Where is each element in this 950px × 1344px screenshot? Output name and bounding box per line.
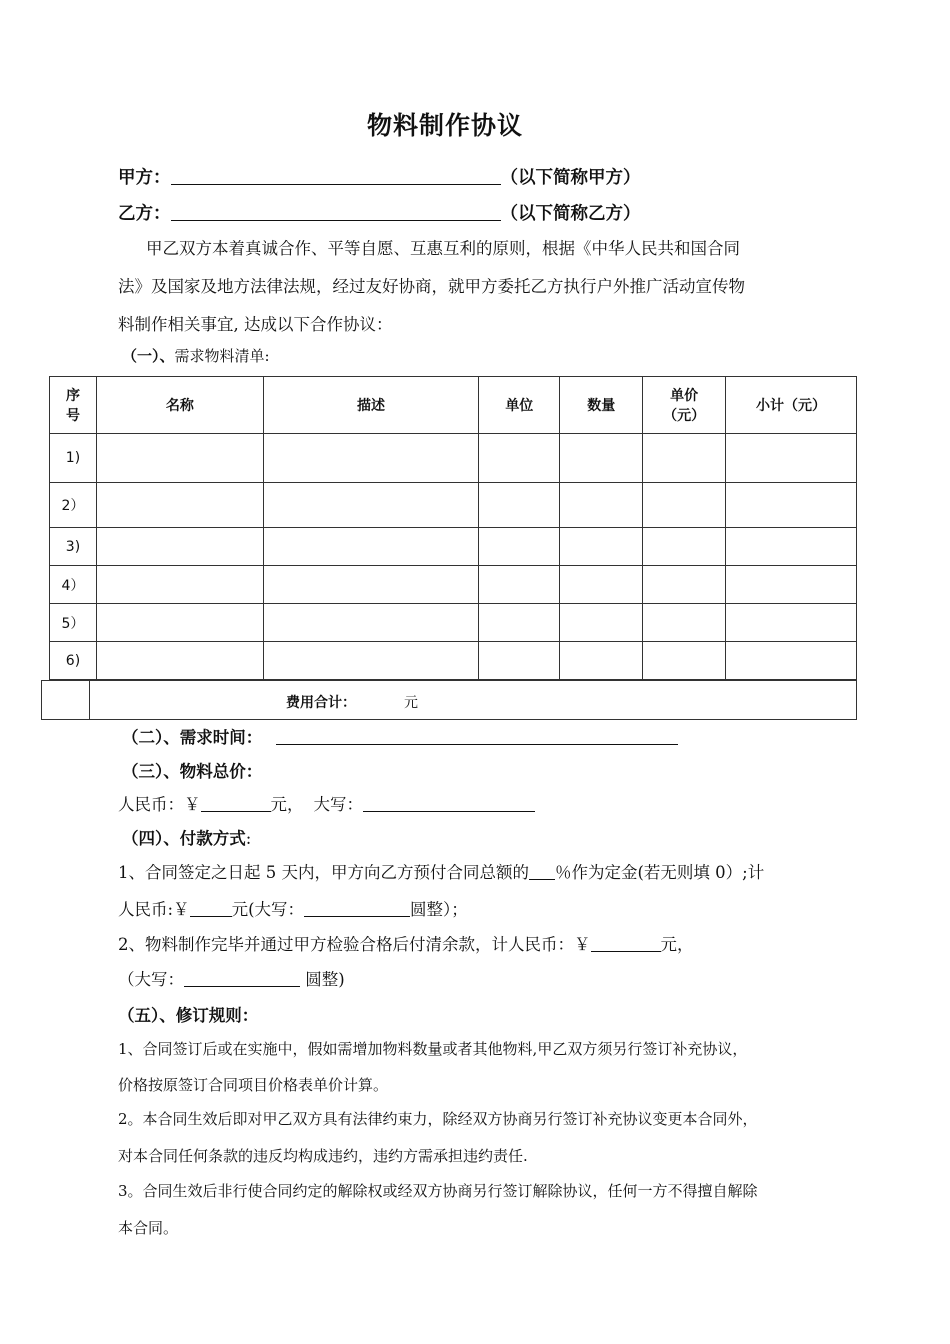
header-seq: 序 号 bbox=[50, 377, 97, 434]
table-total-row bbox=[41, 680, 857, 720]
payment-2-text-a: 2、物料制作完毕并通过甲方检验合格后付清余款，计人民币：￥ bbox=[118, 935, 591, 954]
payment-1-line-1 bbox=[118, 859, 764, 883]
table-row bbox=[50, 604, 857, 642]
unit-cell[interactable] bbox=[479, 566, 560, 604]
table-row bbox=[50, 483, 857, 528]
quantity-cell[interactable] bbox=[560, 642, 643, 680]
section-4-colon: : bbox=[245, 829, 252, 848]
payment-1-text-e: 圆整）； bbox=[410, 900, 468, 919]
table-header-row bbox=[50, 377, 857, 434]
payment-1-line-2 bbox=[118, 896, 468, 920]
section-1-heading bbox=[122, 345, 270, 366]
section-1-text: 需求物料清单: bbox=[174, 347, 270, 365]
deposit-percent-blank[interactable] bbox=[529, 863, 555, 880]
payment-1-text-a: 1、合同签定之日起 5 天内，甲方向乙方预付合同总额的 bbox=[118, 863, 529, 882]
name-cell[interactable] bbox=[96, 483, 263, 528]
unit-price-cell[interactable] bbox=[643, 434, 726, 483]
quantity-cell[interactable] bbox=[560, 483, 643, 528]
quantity-cell[interactable] bbox=[560, 566, 643, 604]
deposit-amount-blank[interactable] bbox=[190, 900, 232, 917]
intro-line-3: 料制作相关事宜, 达成以下合作协议： bbox=[118, 315, 393, 334]
document-title: 物料制作协议 bbox=[366, 111, 523, 140]
unit-cell[interactable] bbox=[479, 604, 560, 642]
unit-price-cell[interactable] bbox=[643, 566, 726, 604]
party-b-line bbox=[118, 200, 641, 225]
row-number: 5） bbox=[50, 604, 97, 642]
total-blank-cell bbox=[42, 681, 90, 719]
rule-line-3: 2。本合同生效后即对甲乙双方具有法律约束力，除经双方协商另行签订补充协议变更本合同外， bbox=[118, 1110, 758, 1128]
subtotal-cell[interactable] bbox=[726, 528, 857, 566]
description-cell[interactable] bbox=[263, 483, 479, 528]
description-cell[interactable] bbox=[263, 434, 479, 483]
table-row bbox=[50, 434, 857, 483]
payment-1-text-d: 元(大写： bbox=[231, 900, 304, 919]
intro-line-1: 甲乙双方本着真诚合作、平等自愿、互惠互利的原则，根据《中华人民共和国合同 bbox=[146, 239, 740, 258]
row-number: 4） bbox=[50, 566, 97, 604]
balance-amount-blank[interactable] bbox=[591, 935, 661, 952]
row-number: 3) bbox=[50, 528, 97, 566]
name-cell[interactable] bbox=[96, 566, 263, 604]
unit-cell[interactable] bbox=[479, 483, 560, 528]
payment-2-text-c: （大写： bbox=[118, 970, 184, 989]
description-cell[interactable] bbox=[263, 604, 479, 642]
rule-line-4: 对本合同任何条款的违反均构成违约，违约方需承担违约责任. bbox=[118, 1147, 528, 1165]
party-a-label: 甲方： bbox=[118, 168, 171, 188]
party-a-line bbox=[118, 164, 641, 189]
rule-line-1: 1、合同签订后或在实施中，假如需增加物料数量或者其他物料,甲乙双方须另行签订补充协议， bbox=[118, 1040, 748, 1058]
quantity-cell[interactable] bbox=[560, 604, 643, 642]
intro-line-2: 法》及国家及地方法律法规，经过友好协商，就甲方委托乙方执行户外推广活动宣传物 bbox=[118, 277, 745, 296]
name-cell[interactable] bbox=[96, 434, 263, 483]
subtotal-cell[interactable] bbox=[726, 642, 857, 680]
payment-2-text-d: 圆整) bbox=[300, 970, 345, 989]
section-2-line bbox=[122, 724, 678, 748]
subtotal-cell[interactable] bbox=[726, 604, 857, 642]
quantity-cell[interactable] bbox=[560, 528, 643, 566]
section-5-heading: （五）、修订规则： bbox=[118, 1006, 259, 1025]
unit-cell[interactable] bbox=[479, 642, 560, 680]
header-subtotal: 小计（元） bbox=[726, 377, 857, 434]
rule-line-5: 3。合同生效后非行使合同约定的解除权或经双方协商另行签订解除协议，任何一方不得擅自解除 bbox=[118, 1182, 758, 1200]
rmb-amount-blank[interactable] bbox=[201, 795, 271, 812]
description-cell[interactable] bbox=[263, 642, 479, 680]
row-number: 6) bbox=[50, 642, 97, 680]
party-b-label: 乙方： bbox=[118, 204, 171, 224]
payment-2-line-2 bbox=[118, 966, 345, 990]
balance-daxie-blank[interactable] bbox=[184, 970, 300, 987]
header-description: 描述 bbox=[263, 377, 479, 434]
party-a-suffix: （以下简称甲方） bbox=[500, 168, 641, 188]
subtotal-cell[interactable] bbox=[726, 434, 857, 483]
header-unit: 单位 bbox=[479, 377, 560, 434]
section-3-heading: （三）、物料总价： bbox=[122, 762, 263, 781]
rmb-label: 人民币：￥ bbox=[118, 795, 201, 814]
required-time-blank[interactable] bbox=[276, 728, 678, 745]
name-cell[interactable] bbox=[96, 604, 263, 642]
table-row bbox=[50, 642, 857, 680]
header-quantity: 数量 bbox=[560, 377, 643, 434]
section-4-heading: （四）、付款方式 bbox=[122, 829, 246, 848]
table-row bbox=[50, 566, 857, 604]
materials-table bbox=[49, 376, 857, 680]
unit-cell[interactable] bbox=[479, 434, 560, 483]
subtotal-cell[interactable] bbox=[726, 483, 857, 528]
deposit-daxie-blank[interactable] bbox=[304, 900, 410, 917]
row-number: 1) bbox=[50, 434, 97, 483]
party-a-blank[interactable] bbox=[171, 168, 501, 185]
party-b-blank[interactable] bbox=[171, 204, 501, 221]
description-cell[interactable] bbox=[263, 566, 479, 604]
header-unit-price: 单价 （元） bbox=[643, 377, 726, 434]
payment-1-text-c: 人民币:￥ bbox=[118, 900, 190, 919]
party-b-suffix: （以下简称乙方） bbox=[500, 204, 641, 224]
table-row bbox=[50, 528, 857, 566]
total-label: 费用合计： bbox=[286, 695, 356, 711]
subtotal-cell[interactable] bbox=[726, 566, 857, 604]
daxie-label: 大写： bbox=[313, 795, 363, 814]
section-1-number: （一）、 bbox=[122, 347, 175, 365]
total-unit: 元 bbox=[404, 695, 418, 711]
payment-2-line-1 bbox=[118, 931, 694, 955]
yuan-label: 元， bbox=[270, 795, 304, 814]
unit-price-cell[interactable] bbox=[643, 604, 726, 642]
payment-2-text-b: 元， bbox=[660, 935, 694, 954]
unit-price-cell[interactable] bbox=[643, 483, 726, 528]
row-number: 2） bbox=[50, 483, 97, 528]
section-2-heading: （二）、需求时间： bbox=[122, 728, 263, 747]
description-cell[interactable] bbox=[263, 528, 479, 566]
section-4-line bbox=[122, 825, 251, 849]
header-name: 名称 bbox=[96, 377, 263, 434]
unit-price-cell[interactable] bbox=[643, 528, 726, 566]
daxie-amount-blank[interactable] bbox=[363, 795, 535, 812]
rule-line-6: 本合同。 bbox=[118, 1219, 179, 1237]
quantity-cell[interactable] bbox=[560, 434, 643, 483]
payment-1-text-b: ％作为定金(若无则填 0）;计 bbox=[555, 863, 765, 882]
name-cell[interactable] bbox=[96, 528, 263, 566]
rule-line-2: 价格按原签订合同项目价格表单价计算。 bbox=[118, 1076, 389, 1094]
name-cell[interactable] bbox=[96, 642, 263, 680]
unit-cell[interactable] bbox=[479, 528, 560, 566]
unit-price-cell[interactable] bbox=[643, 642, 726, 680]
total-price-line bbox=[118, 791, 535, 815]
